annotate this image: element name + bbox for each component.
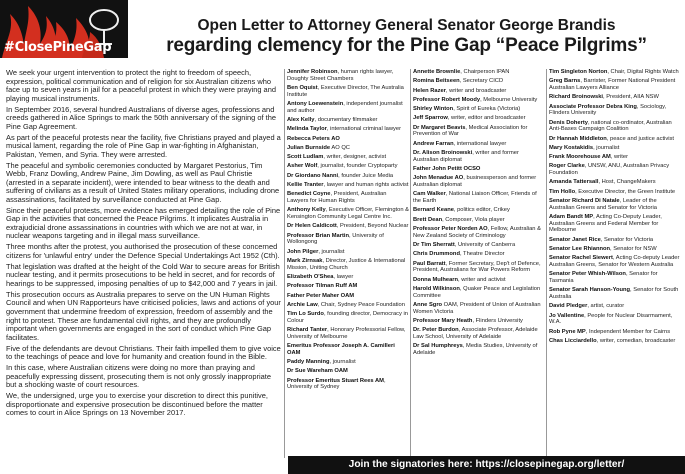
signatory-affiliation: AO QC	[330, 144, 350, 151]
signatory-entry	[287, 378, 409, 391]
signatory-affiliation: , writer and former Australian diplomat	[413, 150, 519, 163]
signatory-affiliation: , journalist	[318, 248, 345, 255]
signatory-affiliation: , Flinders University	[472, 317, 523, 324]
signatory-entry	[413, 277, 544, 284]
letter-paragraph: This prosecution occurs as Australia prepares to serve on the UN Human Rights Council and when UN Rapporteurs have criticised policies, laws and actions of your government that undermine freedom of expression, freedom of assembly and the right to protest. These are fundamental civil rights, and they are profoundly important when governments are engaged in the sort of conduct which Pine Gap facilitates.	[6, 289, 281, 342]
signatory-entry	[287, 343, 409, 356]
signatory-name: Frank Moorehouse AM	[549, 154, 611, 161]
signatory-affiliation: , Independent Member for Cairns	[585, 328, 671, 335]
signatory-affiliation: , Senator for NSW	[610, 246, 657, 253]
signatory-name: Tim Hollo	[549, 188, 576, 195]
signatory-name: Professor Emeritus Stuart Rees AM	[287, 377, 384, 384]
signatory-entry	[549, 104, 682, 117]
signatory-entry	[287, 258, 409, 271]
signatory-name: Dr. Alison Broinowski	[413, 150, 473, 157]
signatory-entry	[413, 251, 544, 258]
signatory-affiliation: , Chairperson IPAN	[460, 69, 510, 75]
signatory-entry	[413, 327, 544, 340]
signatory-name: Dr. Peter Burdon	[413, 327, 459, 334]
signatory-affiliation: , People for Nuclear Disarmament, W.A.	[549, 312, 673, 326]
signatory-affiliation: , peace and justice activist	[606, 135, 674, 142]
signatory-name: Helen Razer	[413, 87, 446, 94]
signatory-entry	[413, 115, 544, 122]
signatory-affiliation: , Executive Director, the Green Institute	[575, 188, 676, 195]
column-divider	[546, 69, 547, 458]
signatory-entry	[413, 217, 544, 224]
signatory-entry	[287, 359, 409, 366]
signatory-entry	[549, 246, 682, 253]
signatory-entry	[413, 261, 544, 274]
signatory-name: Associate Professor Debra King	[549, 103, 637, 110]
signatory-name: Dr Margaret Beavis	[413, 124, 466, 131]
signatory-affiliation: , Sociology, Flinders University	[549, 103, 667, 117]
signatory-name: Emeritus Professor Joseph A. Camilleri OAM	[287, 343, 395, 356]
signatory-entry	[287, 293, 409, 300]
signatory-entry	[549, 179, 682, 186]
signatory-name: Senator Richard Di Natale	[549, 198, 620, 205]
signatory-name: Kellie Tranter	[287, 182, 324, 189]
signatory-entry	[287, 249, 409, 256]
signatory-name: Andrew Farran	[413, 140, 454, 147]
signatory-name: Ben Oquist	[287, 85, 318, 91]
signatory-entry	[413, 175, 544, 188]
signatory-entry	[549, 338, 682, 345]
signatory-entry	[287, 85, 409, 98]
signatory-name: Julian Burnside	[287, 144, 331, 151]
signatory-entry	[413, 302, 544, 315]
signatory-entry	[549, 329, 682, 336]
signatory-affiliation: , Melbourne University	[480, 96, 538, 103]
signatory-entry	[413, 78, 544, 85]
signatory-affiliation: , writer and activist	[458, 276, 506, 283]
signatory-name: Archie Law	[287, 301, 318, 308]
signatory-affiliation: , Chair, Digital Rights Watch	[607, 69, 679, 75]
signatory-affiliation: , Acting Co-deputy Leader Australian Greens, Senator for Western Australia	[549, 255, 680, 269]
logo-hashtag: #ClosePineGap	[4, 40, 112, 55]
signatory-entry	[287, 136, 409, 143]
signatory-affiliation: , Executive Director, The Australia Institute	[287, 85, 404, 98]
signatory-affiliation: , journalist	[329, 359, 356, 366]
signatory-affiliation: , Fellow, Australian & New Zealand Society of Criminology	[413, 225, 541, 239]
signatory-name: Richard Broinowski	[549, 94, 603, 101]
signatory-entry	[413, 69, 544, 76]
signatory-entry	[413, 141, 544, 148]
signatory-affiliation: , independent journalist and author	[287, 101, 403, 114]
signatory-name: Paddy Manning	[287, 359, 330, 366]
signatory-entry	[287, 154, 409, 161]
signatory-affiliation: , Executive Officer, Flemington & Kensington Community Legal Centre Inc.	[287, 207, 409, 221]
signatory-name: Senator Sarah Hanson-Young	[549, 287, 631, 294]
signatory-name: Dr Tim Sherratt	[413, 241, 455, 248]
signatory-name: Senator Peter Whish-Wilson	[549, 271, 626, 278]
signatory-entry	[549, 214, 682, 234]
signatory-affiliation: , founding director, Democracy in Colour	[287, 311, 409, 324]
signatory-entry	[287, 117, 409, 124]
signatory-entry	[549, 255, 682, 268]
signatory-name: David Pledger	[549, 303, 588, 310]
signatory-name: Jennifer Robinson	[287, 69, 338, 75]
signatory-entry	[413, 88, 544, 95]
signatory-affiliation: , University of Wollongong	[287, 232, 384, 246]
signatory-affiliation: , writer	[610, 154, 629, 161]
signatory-entry	[287, 126, 409, 133]
signatory-entry	[413, 125, 544, 138]
signatory-entry	[287, 173, 409, 180]
signatory-entry	[549, 303, 682, 310]
signatory-affiliation: , President, Beyond Nuclear	[336, 223, 409, 230]
signatory-name: Alex Kelly	[287, 117, 315, 123]
letter-paragraph: In September 2016, several hundred Australians of diverse ages, professions and creeds gathered in Alice Springs to mark the 50th anniversary of the signing of the Pine Gap Agreement.	[6, 104, 276, 131]
signatory-entry	[549, 313, 682, 326]
signatory-entry	[287, 207, 409, 220]
signatory-name: Donna Mulhearn	[413, 276, 459, 283]
signatory-entry	[549, 198, 682, 211]
signatory-affiliation: , writer and broadcaster	[445, 87, 507, 94]
signatory-name: Asher Wolf	[287, 163, 318, 170]
signatory-affiliation: , Senator for South Australia	[549, 287, 679, 301]
signatory-name: Senator Janet Rice	[549, 236, 601, 243]
signatory-entry	[413, 242, 544, 249]
signatory-name: Annette Brownlie	[413, 69, 461, 75]
letter-paragraph: That legislation was drafted at the height of the Cold War to secure areas for British nuclear testing, and it permits prosecutions to be held in secret, and for records of hearings to be suppressed, imposing penalties of up to $42,000 and 7 years in jail.	[6, 261, 280, 288]
signatory-entry	[549, 120, 682, 133]
signatory-affiliation: , lawyer and human rights activist	[323, 182, 409, 189]
signatory-affiliation: , Composer, Viola player	[442, 216, 505, 223]
signatory-entry	[413, 150, 544, 163]
signatory-affiliation: , human rights lawyer, Doughty Street Chambers	[287, 69, 394, 82]
signatory-name: Shirley Winton	[413, 106, 454, 113]
column-divider	[284, 69, 285, 458]
signatory-affiliation: , journalist	[593, 144, 620, 151]
signatory-affiliation: , Acting Co-Deputy Leader, Australian Greens and Federal Member for Melbourne	[549, 214, 662, 234]
page-subtitle: regarding clemency for the Pine Gap “Peace Pilgrims”	[166, 35, 647, 56]
signatory-affiliation: , Senator for Tasmania	[549, 271, 658, 285]
signatory-affiliation: , Quaker Peace and Legislation Committee	[413, 285, 541, 299]
signatory-affiliation: , Director, Justice & International Mission, Uniting Church	[287, 257, 406, 271]
signatory-affiliation: , Senator for Victoria	[600, 236, 654, 243]
signatory-entry	[549, 163, 682, 176]
signatory-name: Bernard Keane	[413, 207, 454, 214]
signatory-name: Greg Barns	[549, 78, 581, 85]
signatory-entry	[287, 368, 409, 375]
signatory-name: Adam Bandt MP	[549, 214, 594, 221]
letter-paragraph: As part of the peaceful protests near the facility, five Christians prayed and played a musical lament, regarding the role of Pine Gap in war-fighting in Afghanistan, Pakistan, Yemen, and Syria. They were arrested.	[6, 132, 281, 159]
signatories-column-1	[287, 69, 409, 394]
signatory-entry	[287, 182, 409, 189]
signatory-affiliation: , Theatre Director	[459, 251, 505, 258]
signatory-name: Mary Kostakidis	[549, 144, 594, 151]
signatories-column-2	[413, 69, 544, 359]
signatory-name: Rebecca Peters AO	[287, 135, 340, 142]
signatory-name: Tim Lo Surdo	[287, 311, 324, 318]
signatory-affiliation: OAM, President of Union of Australian Women Victoria	[413, 301, 541, 315]
signatory-name: Antony Loewenstein	[287, 101, 344, 107]
signatory-entry	[413, 166, 544, 173]
join-signatories-banner[interactable]: Join the signatories here: https://closepinegap.org/letter/	[288, 456, 685, 474]
signatory-affiliation: , President, AIIA NSW	[603, 94, 659, 101]
signatory-name: Scott Ludlam	[287, 154, 324, 161]
letter-paragraph: Three months after the protest, you authorised the prosecution of these concerned citizens for 'unlawful entry' under the Defence Special Undertakings Act 1952 (Cth).	[6, 242, 280, 260]
signatory-name: Senator Lee Rhiannon	[549, 246, 611, 253]
signatory-entry	[287, 223, 409, 230]
signatory-name: Tim Singleton Norton	[549, 69, 608, 75]
signatory-name: Mark Zirnsak	[287, 257, 323, 264]
signatory-affiliation: , Medical Association for Prevention of War	[413, 124, 528, 138]
signatory-affiliation: , politics editor, Crikey	[453, 207, 510, 214]
signatory-affiliation: , documentary filmmaker	[314, 117, 378, 123]
signatory-name: Melinda Taylor	[287, 126, 327, 133]
signatory-entry	[287, 163, 409, 170]
signatory-affiliation: , national co-ordinator, Australian Anti-Bases Campaign Coalition	[549, 119, 672, 133]
signatory-entry	[549, 94, 682, 101]
signatory-affiliation: , National Liaison Officer, Friends of the Earth	[413, 191, 537, 205]
signatory-name: Benedict Coyne	[287, 191, 331, 198]
signatory-entry	[549, 78, 682, 91]
signatory-name: Dr Hannah Middleton	[549, 135, 607, 142]
signatory-affiliation: , writer, designer, activist	[323, 154, 387, 161]
signatory-affiliation: , Associate Professor, Adelaide Law School, University of Adelaide	[413, 327, 538, 340]
signatory-entry	[287, 69, 409, 82]
signatory-entry	[413, 207, 544, 214]
signatory-affiliation: , writer, comedian, broadcaster	[596, 337, 676, 344]
signatory-name: Anthony Kelly	[287, 207, 326, 214]
letter-paragraph: The peaceful and symbolic ceremonies conducted by Margaret Pestorius, Tim Webb, Franz Dowling, Andrew Paine, Jim Dowling, as well as Paul Christie (arrested in a separate incident), were intended to bear witness to the death and suffering of civilians as a result of United States military operations, including drone assassinations, facilitated by surveillance conducted at Pine Gap.	[6, 160, 280, 204]
signatory-name: Professor Robert Moody	[413, 96, 481, 103]
signatory-entry	[287, 233, 409, 246]
signatory-entry	[549, 287, 682, 300]
signatory-entry	[413, 318, 544, 325]
signatory-name: Rob Pyne MP	[549, 328, 586, 335]
signatory-name: Professor Brian Martin	[287, 232, 349, 239]
signatory-entry	[413, 191, 544, 204]
signatory-affiliation: , Chair, Sydney Peace Foundation	[317, 301, 405, 308]
signatory-entry	[413, 343, 544, 356]
signatory-affiliation: , writer, editor and broadcaster	[447, 115, 526, 122]
column-divider	[410, 69, 411, 458]
signatory-affiliation: , businessperson and former Australian diplomat	[413, 175, 537, 189]
letter-paragraph: Five of the defendants are devout Christians. Their faith impelled them to give voice to the teachings of peace and love for humanity and creation found in the Bible.	[6, 343, 281, 362]
signatory-entry	[413, 97, 544, 104]
letter-paragraph: In this case, where Australian citizens were doing no more than praying and peacefully expressing dissent, prosecuting them is not only grossly inappropriate but a shocking waste of court resources.	[6, 363, 272, 390]
signatory-name: Jo Vallentine	[549, 312, 585, 319]
signatory-name: Jeff Sparrow	[413, 115, 448, 122]
signatory-name: Dr Sal Humphreys	[413, 343, 463, 350]
signatory-entry	[287, 311, 409, 324]
signatory-name: Brett Dean	[413, 216, 443, 223]
signatory-name: Harold Wilkinson	[413, 285, 460, 292]
close-pine-gap-logo	[0, 0, 128, 58]
signatory-name: Chas Licciardello	[549, 337, 597, 344]
signatory-entry	[287, 283, 409, 290]
signatory-affiliation: , Media Studies, University of Adelaide	[413, 343, 538, 356]
signatories-column-3	[549, 69, 682, 347]
signatory-affiliation: , journalist, founder Cryptoparty	[317, 163, 398, 170]
signatory-name: Amanda Tattersall	[549, 179, 599, 186]
signatory-name: John Menadue AO	[413, 175, 464, 182]
signatory-entry	[549, 237, 682, 244]
signatory-affiliation: , international lawyer	[453, 140, 507, 147]
letter-paragraph: Since their peaceful protests, more evidence has emerged detailing the role of Pine Gap in the activities that concerned the Peace Pilgrims. It implicates Australia in extrajudicial drone assassinations in countries with which we are not at war, in nuclear weapons targeting and in illegal mass surveillance.	[6, 205, 281, 241]
page-title: Open Letter to Attorney General Senator George Brandis	[197, 17, 616, 34]
signatory-entry	[413, 226, 544, 239]
signatory-name: Professor Peter Norden AO	[413, 225, 488, 232]
signatory-name: Paul Barratt	[413, 260, 446, 267]
signatory-entry	[287, 274, 409, 281]
signatory-name: Anne Sgro	[413, 301, 443, 308]
letter-paragraph: We, the undersigned, urge you to exercise your discretion to direct this punitive, disproportionate and expensive prosecution be discontinued before the matter comes to court in Alice Springs on 13 November 2017.	[6, 391, 268, 418]
signatory-entry	[413, 286, 544, 299]
signatory-name: Father John Petitt OCSO	[413, 166, 481, 173]
signatory-name: Dr Sue Wareham OAM	[287, 368, 348, 375]
signatory-affiliation: , Host, ChangeMakers	[598, 179, 656, 186]
signatory-entry	[413, 106, 544, 113]
signatory-name: Professor Tilman Ruff AM	[287, 283, 358, 290]
signatory-name: Romina Beitseen	[413, 78, 460, 85]
signatory-entry	[549, 136, 682, 143]
signatory-affiliation: , Leader of the Australian Greens and Senator for Victoria	[549, 198, 657, 211]
letter-body	[6, 69, 282, 420]
signatory-name: Professor Mary Heath	[413, 317, 473, 324]
letter-paragraph: We seek your urgent intervention to protect the right to freedom of speech, expression, political communication and of religion for six Australian citizens who face up to seven years in jail for a peaceful protest in which they were praying and playing musical instruments.	[6, 68, 276, 103]
signatory-affiliation: , international criminal lawyer	[326, 126, 401, 133]
signatory-affiliation: , artist, curator	[587, 303, 625, 310]
signatory-name: Senator Rachel Siewert	[549, 255, 613, 262]
signatory-name: Denis Doherty	[549, 119, 588, 126]
signatory-entry	[287, 327, 409, 340]
signatory-affiliation: , President, Australian Lawyers for Human Rights	[287, 191, 387, 205]
signatory-name: Father Peter Maher OAM	[287, 292, 355, 299]
signatory-entry	[549, 271, 682, 284]
signatory-affiliation: , UNSW, ANU, Australian Privacy Foundation	[549, 163, 670, 177]
signatory-entry	[287, 191, 409, 204]
signatory-entry	[549, 69, 682, 76]
signatory-affiliation: , Barrister, Former National President Australian Lawyers Alliance	[549, 78, 676, 91]
signatory-entry	[287, 302, 409, 309]
signatory-name: Dr Giordano Nanni	[287, 172, 339, 179]
signatory-affiliation: , Former Secretary, Dep't of Defence, President, Australians for War Powers Reform	[413, 260, 541, 274]
signatory-entry	[549, 189, 682, 196]
signatory-name: Elizabeth O'Shea	[287, 273, 334, 280]
signatory-affiliation: , Secretary CICD	[459, 78, 504, 85]
signatory-affiliation: , Honorary Professorial Fellow, University of Melbourne	[287, 327, 406, 340]
signatory-entry	[549, 154, 682, 161]
signatory-entry	[287, 145, 409, 152]
signatory-entry	[549, 145, 682, 152]
signatory-affiliation: , University of Canberra	[454, 241, 516, 248]
signatory-name: Cam Walker	[413, 191, 446, 198]
signatory-name: John Pilger	[287, 248, 319, 255]
signatory-name: Richard Tanter	[287, 327, 328, 334]
signatory-name: Dr Helen Caldicott	[287, 223, 337, 230]
letter-header	[132, 16, 681, 57]
signatory-affiliation: , founder Juice Media	[338, 172, 394, 179]
signatory-name: Chris Drummond	[413, 251, 460, 258]
signatory-entry	[287, 101, 409, 114]
signatory-affiliation: , Spirit of Eureka (Victoria)	[453, 106, 521, 113]
signatory-affiliation: , University of Sydney	[287, 377, 386, 391]
signatory-affiliation: , lawyer	[333, 273, 354, 280]
signatory-name: Roger Clarke	[549, 163, 585, 170]
